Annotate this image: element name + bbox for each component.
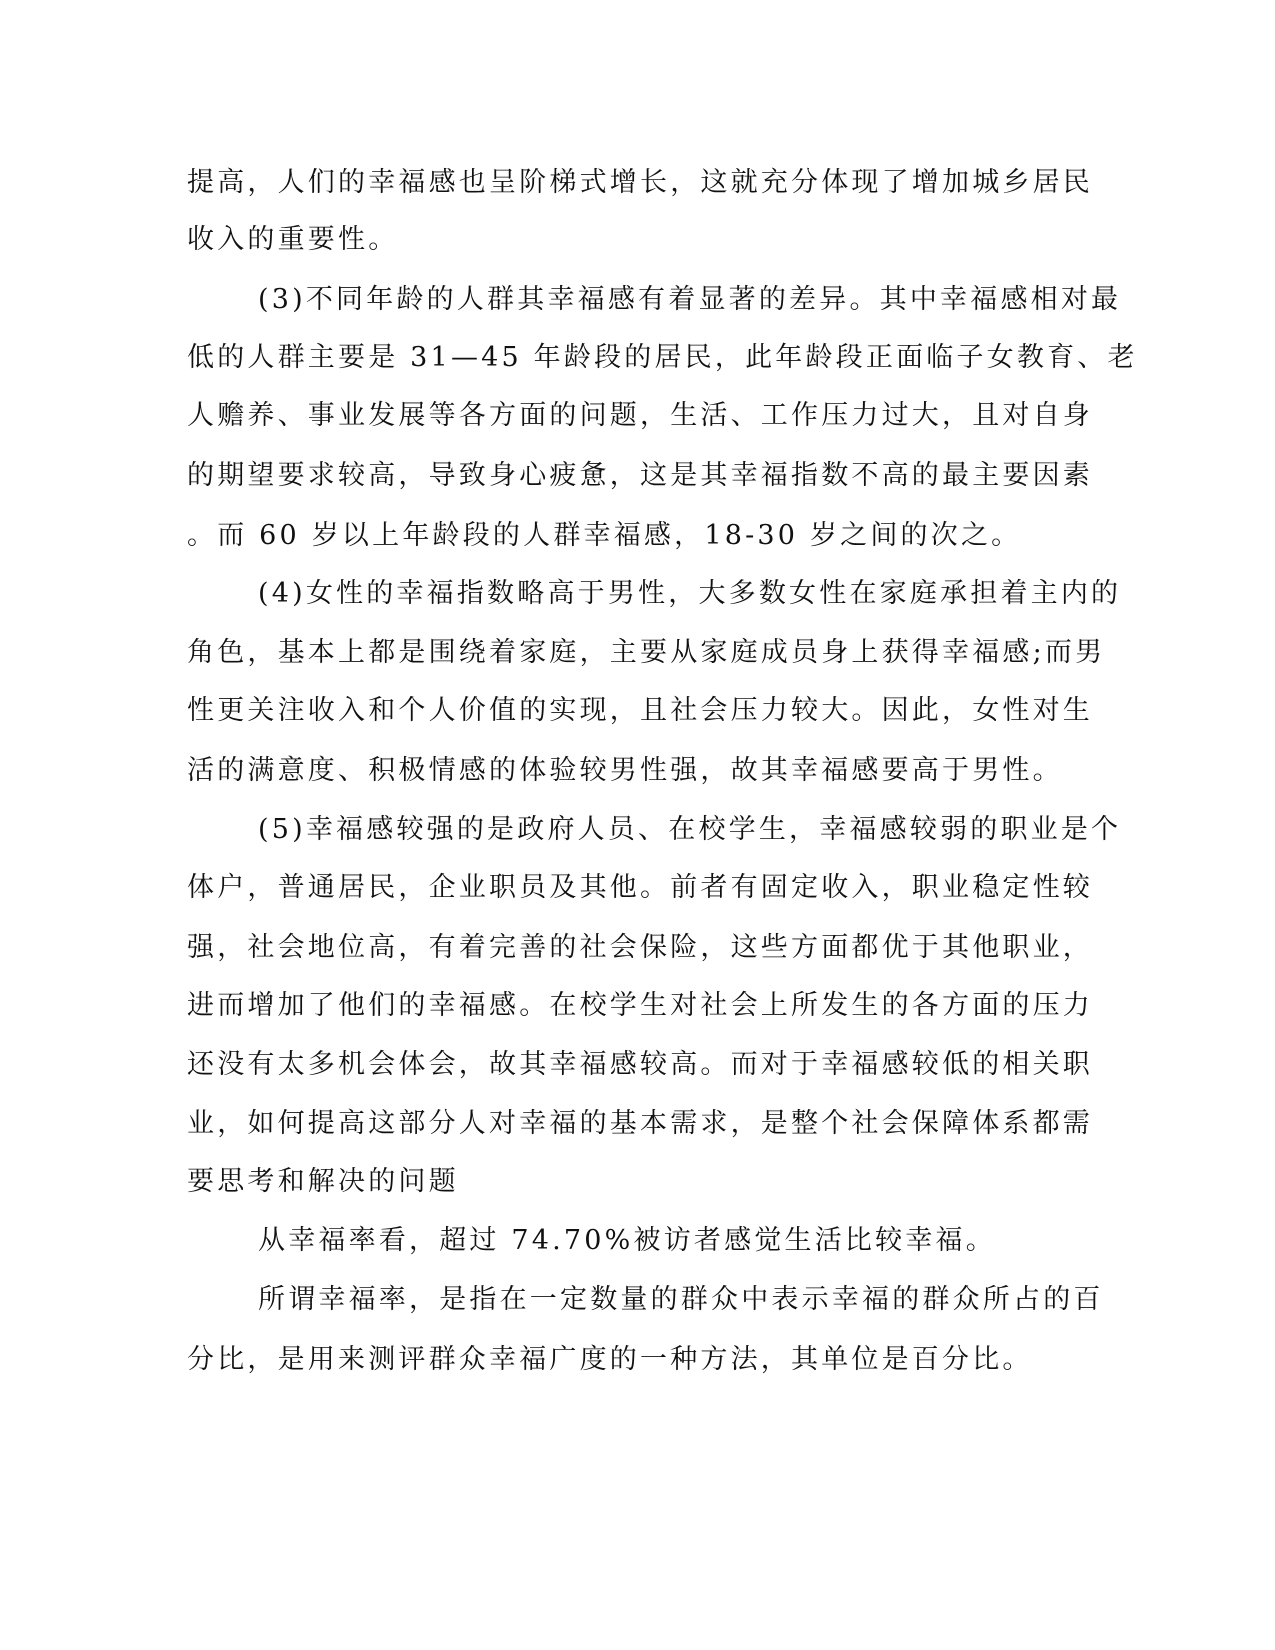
text-line: 性更关注收入和个人价值的实现，且社会压力较大。因此，女性对生 bbox=[187, 695, 1093, 726]
text-line: 体户，普通居民，企业职员及其他。前者有固定收入，职业稳定性较 bbox=[187, 872, 1093, 903]
text-line: 。而 60 岁以上年龄段的人群幸福感，18-30 岁之间的次之。 bbox=[187, 520, 1022, 551]
text-line: 进而增加了他们的幸福感。在校学生对社会上所发生的各方面的压力 bbox=[187, 990, 1093, 1021]
text-line: 角色，基本上都是围绕着家庭，主要从家庭成员身上获得幸福感;而男 bbox=[187, 637, 1106, 668]
text-line: 的期望要求较高，导致身心疲惫，这是其幸福指数不高的最主要因素 bbox=[187, 460, 1093, 491]
text-line: 分比，是用来测评群众幸福广度的一种方法，其单位是百分比。 bbox=[187, 1344, 1033, 1375]
text-line: 要思考和解决的问题 bbox=[187, 1166, 459, 1197]
paragraph-5-start: (5)幸福感较强的是政府人员、在校学生，幸福感较弱的职业是个 bbox=[258, 814, 1122, 845]
text-line: 活的满意度、积极情感的体验较男性强，故其幸福感要高于男性。 bbox=[187, 755, 1063, 786]
text-line: 还没有太多机会体会，故其幸福感较高。而对于幸福感较低的相关职 bbox=[187, 1049, 1093, 1080]
paragraph-4-start: (4)女性的幸福指数略高于男性，大多数女性在家庭承担着主内的 bbox=[258, 578, 1122, 609]
text-line: 业，如何提高这部分人对幸福的基本需求，是整个社会保障体系都需 bbox=[187, 1108, 1093, 1139]
text-line: 低的人群主要是 31—45 年龄段的居民，此年龄段正面临子女教育、老 bbox=[187, 342, 1138, 373]
definition-paragraph-start: 所谓幸福率，是指在一定数量的群众中表示幸福的群众所占的百 bbox=[258, 1284, 1104, 1315]
text-line: 强，社会地位高，有着完善的社会保险，这些方面都优于其他职业， bbox=[187, 932, 1093, 963]
text-line: 人赡养、事业发展等各方面的问题，生活、工作压力过大，且对自身 bbox=[187, 400, 1093, 431]
happiness-rate-paragraph: 从幸福率看，超过 74.70%被访者感觉生活比较幸福。 bbox=[258, 1225, 996, 1256]
text-line: 收入的重要性。 bbox=[187, 224, 399, 255]
text-line: 提高，人们的幸福感也呈阶梯式增长，这就充分体现了增加城乡居民 bbox=[187, 167, 1093, 198]
paragraph-3-start: (3)不同年龄的人群其幸福感有着显著的差异。其中幸福感相对最 bbox=[258, 284, 1122, 315]
